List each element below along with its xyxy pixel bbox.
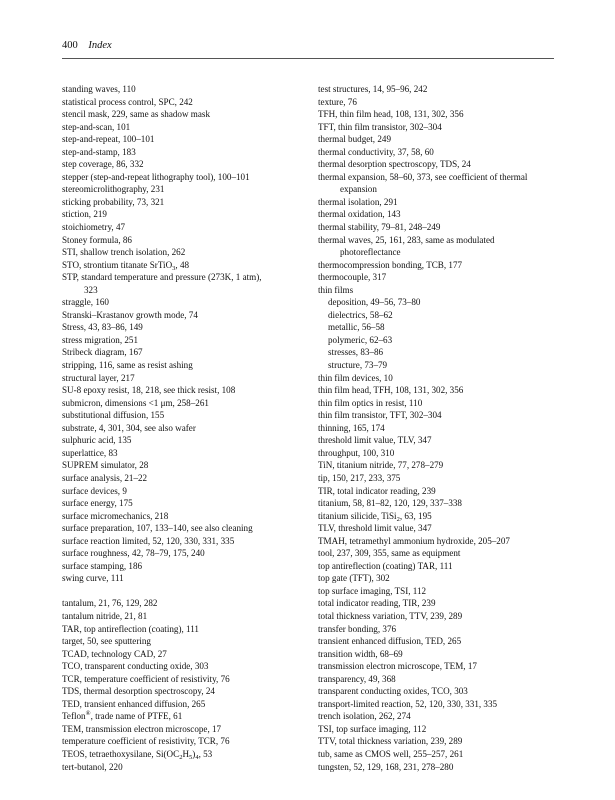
index-column-left (62, 83, 302, 773)
index-subentry (318, 346, 556, 359)
index-entry (318, 522, 556, 535)
index-subentry (318, 296, 556, 309)
index-entry (318, 723, 556, 736)
index-entry (62, 710, 302, 723)
index-entry (62, 497, 302, 510)
entry-text: thin film optics in resist, 110 (318, 397, 423, 408)
entry-text: TSI, top surface imaging, 112 (318, 723, 427, 734)
entry-text: tip, 150, 217, 233, 375 (318, 472, 401, 483)
superscript: ® (85, 710, 91, 718)
entry-text: standing waves, 110 (62, 84, 136, 94)
entry-text: Stribeck diagram, 167 (62, 347, 143, 358)
entry-text: transport-limited reaction, 52, 120, 330, 331, 335 (318, 698, 498, 709)
index-entry (62, 522, 302, 535)
index-entry (318, 434, 556, 447)
entry-text: TED, transient enhanced diffusion, 265 (62, 698, 206, 709)
index-entry (62, 434, 302, 447)
index-entry (318, 409, 556, 422)
index-entry (62, 610, 302, 623)
entry-text: surface micromechanics, 218 (62, 510, 169, 521)
entry-text: TFT, thin film transistor, 302–304 (318, 121, 442, 132)
entry-text: threshold limit value, TLV, 347 (318, 435, 432, 446)
index-entry (318, 585, 556, 598)
index-entry (62, 447, 302, 460)
index-entry (318, 610, 556, 623)
entry-text: step-and-scan, 101 (62, 121, 131, 132)
entry-text: surface preparation, 107, 133–140, see also cleaning (62, 523, 253, 534)
index-entry (318, 133, 556, 146)
entry-text: test structures, 14, 95–96, 242 (318, 84, 428, 94)
entry-text: stoichiometry, 47 (62, 222, 126, 233)
index-entry (62, 510, 302, 523)
entry-text: TCR, temperature coefficient of resistivity, 76 (62, 673, 230, 684)
entry-text: stencil mask, 229, same as shadow mask (62, 109, 210, 120)
index-entry (318, 698, 556, 711)
entry-text: thermal budget, 249 (318, 134, 391, 145)
entry-text: transition width, 68–69 (318, 648, 403, 659)
entry-text: thermal stability, 79–81, 248–249 (318, 222, 441, 233)
letter-group-gap (62, 585, 302, 598)
subscript: 5 (189, 753, 193, 761)
entry-text: stepper (step-and-repeat lithography tool), 100–101 (62, 171, 250, 182)
entry-text: STP, standard temperature and pressure (273K, 1 atm), (62, 272, 262, 283)
index-entry (318, 271, 556, 284)
index-entry (318, 572, 556, 585)
entry-text: polymeric, 62–63 (328, 334, 393, 345)
index-entry-continuation (318, 183, 556, 196)
index-entry (62, 735, 302, 748)
entry-text: TIR, total indicator reading, 239 (318, 485, 436, 496)
index-entry (318, 761, 556, 774)
index-entry (62, 535, 302, 548)
index-entry (62, 748, 302, 761)
index-entry (318, 497, 556, 510)
entry-text: straggle, 160 (62, 297, 109, 308)
index-entry (62, 660, 302, 673)
index-entry (318, 685, 556, 698)
index-entry (62, 761, 302, 774)
entry-text: sticking probability, 73, 321 (62, 196, 165, 207)
entry-text: transfer bonding, 376 (318, 623, 397, 634)
index-entry (318, 397, 556, 410)
index-entry (62, 359, 302, 372)
entry-text: TiN, titanium nitride, 77, 278–279 (318, 460, 444, 471)
index-entry (318, 560, 556, 573)
index-entry (62, 208, 302, 221)
index-entry (62, 321, 302, 334)
entry-text: Stranski–Krastanov growth mode, 74 (62, 309, 198, 320)
entry-text: surface energy, 175 (62, 498, 133, 509)
index-subentry (318, 359, 556, 372)
index-entry (62, 346, 302, 359)
entry-text: thermal desorption spectroscopy, TDS, 24 (318, 159, 471, 170)
index-entry (62, 635, 302, 648)
index-entry (62, 309, 302, 322)
entry-text: tantalum, 21, 76, 129, 282 (62, 598, 158, 609)
index-entry (62, 146, 302, 159)
entry-text: step coverage, 86, 332 (62, 159, 144, 170)
index-entry (318, 234, 556, 247)
subscript: 4 (195, 753, 199, 761)
index-entry (318, 108, 556, 121)
index-entry (62, 485, 302, 498)
entry-text: temperature coefficient of resistivity, TCR, 76 (62, 736, 230, 747)
entry-text: top antireflection (coating) TAR, 111 (318, 560, 453, 571)
index-entry (62, 459, 302, 472)
index-entry (318, 208, 556, 221)
index-entry-continuation (62, 284, 302, 297)
entry-text: structure, 73–79 (328, 360, 388, 371)
index-entry-continuation (318, 246, 556, 259)
entry-text: deposition, 49–56, 73–80 (328, 297, 421, 308)
index-entry (62, 121, 302, 134)
entry-text: swing curve, 111 (62, 573, 124, 584)
index-entry (62, 171, 302, 184)
index-entry (62, 372, 302, 385)
subscript: 2 (396, 515, 400, 523)
entry-text: Stress, 43, 83–86, 149 (62, 322, 143, 333)
index-entry (318, 472, 556, 485)
index-entry (318, 384, 556, 397)
index-entry (62, 397, 302, 410)
entry-text: tool, 237, 309, 355, same as equipment (318, 548, 461, 559)
entry-text: thin films (318, 284, 354, 295)
index-entry (62, 560, 302, 573)
index-entry (62, 196, 302, 209)
subscript: 2 (179, 753, 183, 761)
index-entry (318, 748, 556, 761)
entry-text: thermal isolation, 291 (318, 196, 398, 207)
entry-text: SU-8 epoxy resist, 18, 218, see thick resist, 108 (62, 385, 236, 396)
entry-text: H (182, 748, 190, 759)
index-entry (318, 597, 556, 610)
entry-text: tungsten, 52, 129, 168, 231, 278–280 (318, 761, 454, 772)
index-entry (318, 83, 556, 96)
index-entry (318, 447, 556, 460)
entry-text: TAR, top antireflection (coating), 111 (62, 623, 199, 634)
index-entry (318, 710, 556, 723)
entry-text: transparency, 49, 368 (318, 673, 396, 684)
entry-text: stresses, 83–86 (328, 347, 384, 358)
index-entry (318, 158, 556, 171)
subscript: 3 (172, 264, 176, 272)
entry-text: surface stamping, 186 (62, 560, 143, 571)
entry-text: statistical process control, SPC, 242 (62, 96, 193, 107)
entry-text: stress migration, 251 (62, 334, 139, 345)
index-entry (62, 422, 302, 435)
header-rule (62, 58, 554, 59)
index-entry (62, 648, 302, 661)
section-title: Index (88, 40, 112, 51)
entry-text: texture, 76 (318, 96, 357, 107)
entry-text: thin film head, TFH, 108, 131, 302, 356 (318, 385, 464, 396)
index-entry (318, 635, 556, 648)
entry-text: transmission electron microscope, TEM, 17 (318, 661, 477, 672)
index-entry (318, 121, 556, 134)
entry-text: substrate, 4, 301, 304, see also wafer (62, 422, 196, 433)
entry-text: dielectrics, 58–62 (328, 309, 393, 320)
entry-text: step-and-repeat, 100–101 (62, 134, 155, 145)
entry-text: total indicator reading, TIR, 239 (318, 598, 436, 609)
entry-text: SUPREM simulator, 28 (62, 460, 149, 471)
index-entry (62, 96, 302, 109)
entry-text: TFH, thin film head, 108, 131, 302, 356 (318, 109, 464, 120)
index-entry (62, 673, 302, 686)
index-entry (318, 623, 556, 636)
entry-text: TLV, threshold limit value, 347 (318, 523, 432, 534)
index-entry (62, 572, 302, 585)
index-entry (62, 158, 302, 171)
entry-text: top gate (TFT), 302 (318, 573, 390, 584)
entry-text: target, 50, see sputtering (62, 636, 151, 647)
index-entry (318, 422, 556, 435)
index-entry (62, 409, 302, 422)
index-entry (318, 547, 556, 560)
entry-text: surface reaction limited, 52, 120, 330, 331, 335 (62, 535, 235, 546)
entry-text: STO, strontium titanate SrTiO (62, 259, 173, 270)
entry-text: total thickness variation, TTV, 239, 289 (318, 610, 463, 621)
entry-text: TEOS, tetraethoxysilane, Si(OC (62, 748, 180, 759)
index-entry (62, 685, 302, 698)
entry-text: Stoney formula, 86 (62, 234, 132, 245)
entry-text: TCO, transparent conducting oxide, 303 (62, 661, 209, 672)
index-entry (62, 597, 302, 610)
index-subentry (318, 309, 556, 322)
entry-text: , 53 (198, 748, 213, 759)
index-entry (318, 284, 556, 297)
index-entry (318, 673, 556, 686)
index-entry (62, 234, 302, 247)
index-entry (318, 510, 556, 523)
entry-text: step-and-stamp, 183 (62, 146, 136, 157)
index-entry (62, 334, 302, 347)
entry-text: stereomicrolithography, 231 (62, 184, 165, 195)
index-entry (62, 472, 302, 485)
index-entry (62, 259, 302, 272)
entry-text: superlattice, 83 (62, 447, 118, 458)
entry-text: tub, same as CMOS well, 255–257, 261 (318, 748, 464, 759)
entry-text: transparent conducting oxides, TCO, 303 (318, 686, 468, 697)
index-entry (62, 623, 302, 636)
entry-text: stripping, 116, same as resist ashing (62, 360, 193, 371)
entry-text: thermocouple, 317 (318, 272, 387, 283)
entry-text: TEM, transmission electron microscope, 17 (62, 723, 222, 734)
entry-text: Teflon (62, 711, 86, 722)
entry-text: thin film transistor, TFT, 302–304 (318, 410, 442, 421)
entry-text: thermal oxidation, 143 (318, 209, 401, 220)
entry-text: transient enhanced diffusion, TED, 265 (318, 636, 462, 647)
entry-text: stiction, 219 (62, 209, 107, 220)
entry-text: thin film devices, 10 (318, 372, 393, 383)
entry-text: TDS, thermal desorption spectroscopy, 24 (62, 686, 215, 697)
index-entry (318, 535, 556, 548)
index-entry (318, 372, 556, 385)
running-header (62, 40, 112, 51)
index-entry (318, 648, 556, 661)
index-entry (62, 83, 302, 96)
index-entry (62, 246, 302, 259)
entry-text: photoreflectance (340, 247, 401, 258)
entry-text: ) (192, 748, 196, 759)
index-entry (62, 133, 302, 146)
entry-text: sulphuric acid, 135 (62, 435, 132, 446)
entry-text: thermal conductivity, 37, 58, 60 (318, 146, 434, 157)
entry-text: 323 (84, 284, 98, 295)
index-entry (318, 171, 556, 184)
entry-text: , 63, 195 (399, 510, 432, 521)
index-entry (62, 547, 302, 560)
index-entry (62, 384, 302, 397)
index-entry (318, 259, 556, 272)
entry-text: metallic, 56–58 (328, 322, 385, 333)
entry-text: expansion (340, 184, 377, 195)
index-entry (62, 271, 302, 284)
entry-text: surface analysis, 21–22 (62, 472, 148, 483)
entry-text: trench isolation, 262, 274 (318, 711, 411, 722)
page-number: 400 (62, 40, 78, 51)
index-entry (62, 296, 302, 309)
entry-text: top surface imaging, TSI, 112 (318, 585, 427, 596)
index-entry (318, 146, 556, 159)
entry-text: surface devices, 9 (62, 485, 127, 496)
entry-text: submicron, dimensions <1 μm, 258–261 (62, 397, 209, 408)
index-entry (318, 196, 556, 209)
entry-text: throughput, 100, 310 (318, 447, 395, 458)
entry-text: titanium silicide, TiSi (318, 510, 397, 521)
entry-text: tantalum nitride, 21, 81 (62, 610, 148, 621)
index-entry (318, 221, 556, 234)
entry-text: TCAD, technology CAD, 27 (62, 648, 167, 659)
entry-text: thermocompression bonding, TCB, 177 (318, 259, 463, 270)
entry-text: thermal waves, 25, 161, 283, same as modulated (318, 234, 495, 245)
index-subentry (318, 334, 556, 347)
index-entry (62, 108, 302, 121)
entry-text: structural layer, 217 (62, 372, 135, 383)
index-column-right (318, 83, 556, 773)
index-subentry (318, 321, 556, 334)
index-entry (62, 723, 302, 736)
index-entry (318, 459, 556, 472)
entry-text: TTV, total thickness variation, 239, 289 (318, 736, 463, 747)
index-entry (62, 698, 302, 711)
entry-text: thinning, 165, 174 (318, 422, 385, 433)
index-entry (318, 485, 556, 498)
index-entry (62, 221, 302, 234)
entry-text: thermal expansion, 58–60, 373, see coefficient of thermal (318, 171, 528, 182)
index-entry (318, 735, 556, 748)
index-entry (318, 660, 556, 673)
entry-text: titanium, 58, 81–82, 120, 129, 337–338 (318, 498, 462, 509)
entry-text: TMAH, tetramethyl ammonium hydroxide, 205–207 (318, 535, 510, 546)
entry-text: , trade name of PTFE, 61 (90, 711, 183, 722)
index-entry (318, 96, 556, 109)
entry-text: surface roughness, 42, 78–79, 175, 240 (62, 548, 205, 559)
entry-text: STI, shallow trench isolation, 262 (62, 247, 186, 258)
entry-text: , 48 (175, 259, 190, 270)
index-entry (62, 183, 302, 196)
entry-text: substitutional diffusion, 155 (62, 410, 165, 421)
entry-text: tert-butanol, 220 (62, 761, 123, 772)
